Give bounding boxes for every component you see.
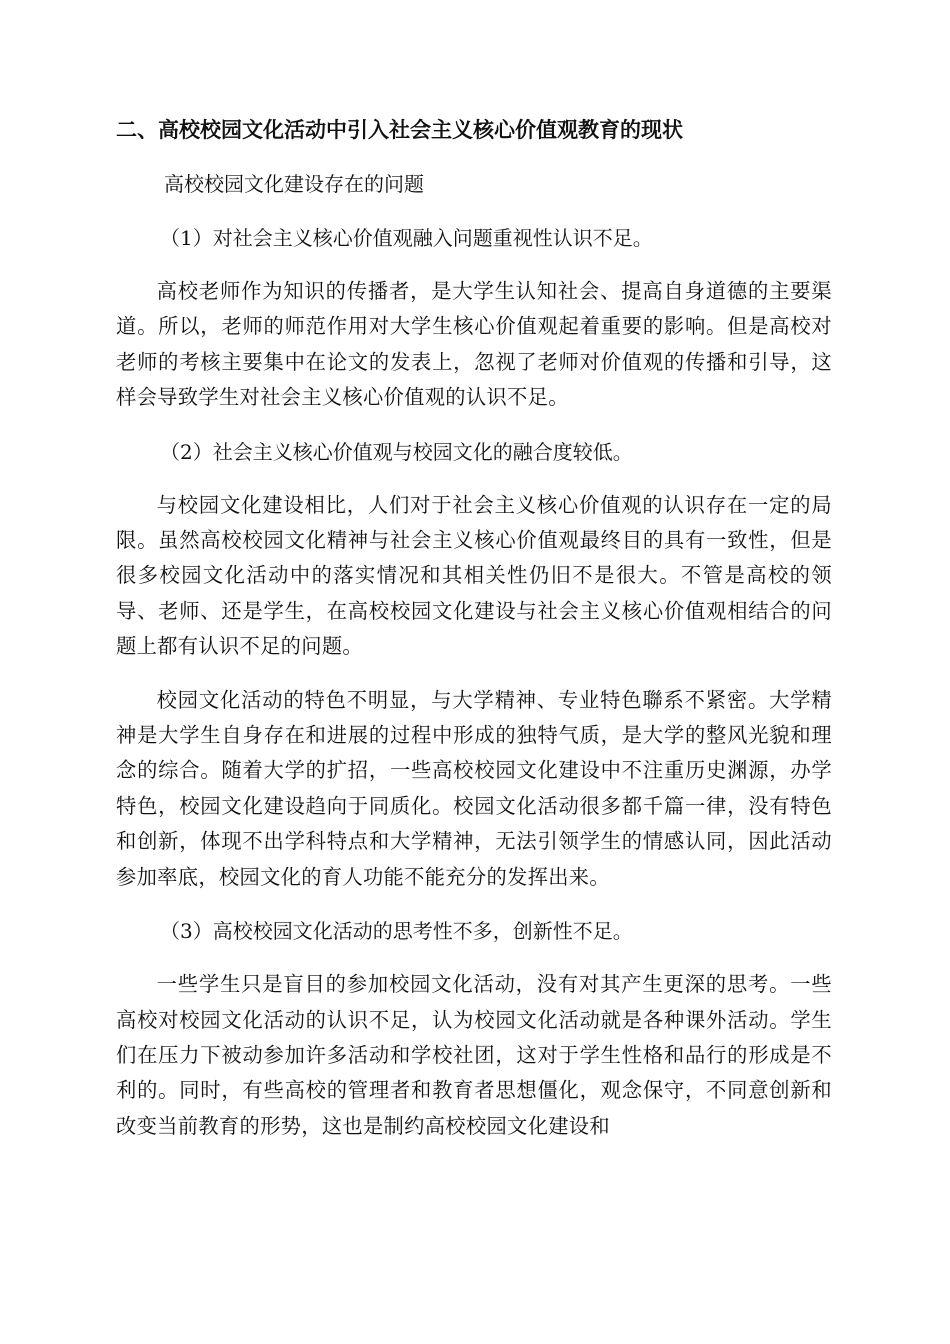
paragraph-2: 与校园文化建设相比，人们对于社会主义核心价值观的认识存在一定的局限。虽然高校校园文化精神与社会主义核心价值观最终目的具有一致性，但是很多校园文化活动中的落实情况和其相关性仍旧不是很大。不管是高校的领导、老师、还是学生，在高校校园文化建设与社会主义核心价值观相结合的问题上都有认识不足的问题。 bbox=[116, 492, 832, 659]
list-item-3: （3）高校校园文化活动的思考性不多，创新性不足。 bbox=[160, 919, 633, 944]
list-item-1: （1）对社会主义核心价值观融入问题重视性认识不足。 bbox=[160, 226, 653, 250]
paragraph-3: 校园文化活动的特色不明显，与大学精神、专业特色聯系不紧密。大学精神是大学生自身存在和进展的过程中形成的独特气质，是大学的整风光貌和理念的综合。随着大学的扩招，一些高校校园文化建设中不注重历史渊源，办学特色，校园文化建设趋向于同质化。校园文化活动很多都千篇一律，没有特色和创新，体现不出学科特点和大学精神，无法引领学生的情感认同，因此活动参加率底，校园文化的育人功能不能充分的发挥出来。 bbox=[116, 687, 832, 889]
document-body bbox=[116, 112, 832, 1162]
paragraph-1: 高校老师作为知识的传播者，是大学生认知社会、提高自身道德的主要渠道。所以，老师的师范作用对大学生核心价值观起着重要的影响。但是高校对老师的考核主要集中在论文的发表上，忽视了老师对价值观的传播和引导，这样会导致学生对社会主义核心价值观的认识不足。 bbox=[116, 279, 832, 410]
paragraph-4: 一些学生只是盲目的参加校园文化活动，没有对其产生更深的思考。一些高校对校园文化活动的认识不足，认为校园文化活动就是各种课外活动。学生们在压力下被动参加许多活动和学校社团，这对于学生性格和品行的形成是不利的。同时，有些高校的管理者和教育者思想僵化，观念保守，不同意创新和改变当前教育的形势，这也是制约高校校园文化建设和 bbox=[116, 972, 832, 1138]
list-item-2: （2）社会主义核心价值观与校园文化的融合度较低。 bbox=[160, 439, 633, 464]
section-heading: 二、高校校园文化活动中引入社会主义核心价值观教育的现状 bbox=[116, 118, 683, 142]
section-subheading: 高校校园文化建设存在的问题 bbox=[164, 172, 424, 196]
